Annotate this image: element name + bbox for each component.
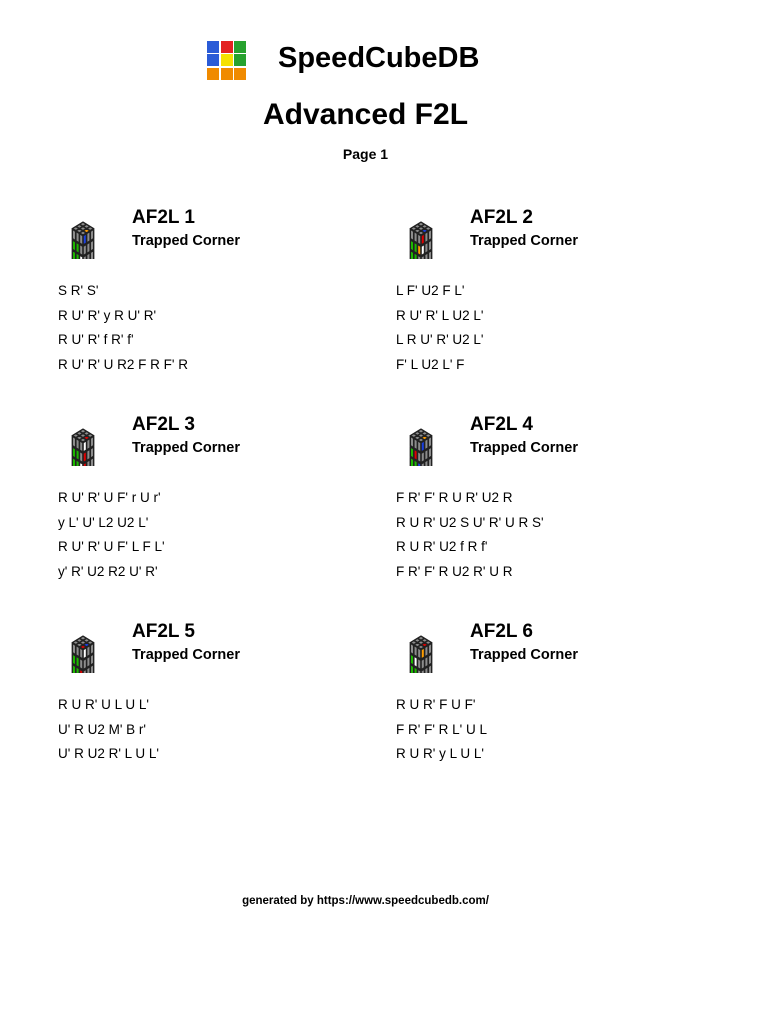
algorithm-list <box>58 486 165 585</box>
cube-sticker <box>428 437 431 448</box>
cube-sticker <box>80 452 83 463</box>
cube-sticker <box>83 452 86 463</box>
logo-square <box>234 68 246 80</box>
case-name: AF2L 4 <box>470 414 534 435</box>
page-number: Page 1 <box>342 146 389 162</box>
algorithm-list <box>396 486 544 585</box>
algorithm: S R' S' <box>58 283 99 298</box>
cube-sticker <box>425 449 428 460</box>
case-name: AF2L 3 <box>132 414 196 435</box>
cube-sticker <box>421 441 424 452</box>
cube-sticker <box>421 245 424 256</box>
case-category: Trapped Corner <box>470 233 578 249</box>
cube-sticker <box>414 449 417 460</box>
cube-sticker <box>90 437 93 448</box>
cube-diagram-icon <box>58 207 108 259</box>
logo-square <box>207 41 219 53</box>
case-name: AF2L 2 <box>470 207 534 228</box>
cube-sticker <box>418 245 421 256</box>
cube-diagram-icon <box>396 621 446 673</box>
algorithm-list <box>58 279 188 378</box>
algorithm: U' R U2 R' L U L' <box>58 746 160 762</box>
algorithm: R U' R' U F' L F L' <box>58 539 165 555</box>
cube-sticker <box>87 449 90 460</box>
cube-sticker <box>76 242 79 253</box>
cube-sticker <box>72 458 75 466</box>
cube-sticker <box>428 654 431 665</box>
case-name: AF2L 1 <box>132 207 196 228</box>
case-category: Trapped Corner <box>470 647 578 663</box>
cube-sticker <box>83 245 86 256</box>
cube-diagram-icon <box>58 414 108 466</box>
cube-sticker <box>421 659 424 670</box>
cube-sticker <box>410 665 413 673</box>
algorithm: F' L U2 L' F <box>396 357 465 373</box>
cube-sticker <box>410 644 413 655</box>
cube-sticker <box>83 659 86 670</box>
cube-diagram-icon <box>396 414 446 466</box>
cube-sticker <box>410 230 413 241</box>
cube-sticker <box>83 648 86 659</box>
cube-sticker <box>90 447 93 458</box>
cube-sticker <box>425 232 428 243</box>
footer-credit: generated by https://www.speedcubedb.com/ <box>242 895 489 907</box>
algorithm: U' R U2 M' B r' <box>58 721 146 737</box>
algorithm: F R' F' R U R' U2 R <box>396 490 513 505</box>
cube-sticker <box>410 447 413 458</box>
cube-sticker <box>83 441 86 452</box>
cube-sticker <box>80 648 83 659</box>
algorithm: F R' F' R L' U L <box>396 721 487 737</box>
logo-square <box>234 41 246 53</box>
brand-name: SpeedCubeDB <box>278 42 480 74</box>
cube-sticker <box>76 656 79 667</box>
algorithm: R U' R' U R2 F R F' R <box>58 357 188 373</box>
cube-sticker <box>421 452 424 463</box>
cube-sticker <box>428 230 431 241</box>
cube-sticker <box>90 644 93 655</box>
cube-sticker <box>418 234 421 245</box>
algorithm: R U R' F U F' <box>396 697 476 712</box>
cube-sticker <box>410 240 413 251</box>
cube-sticker <box>425 656 428 667</box>
algorithm: y' R' U2 R2 U' R' <box>58 564 158 580</box>
case-category: Trapped Corner <box>470 440 578 456</box>
cube-sticker <box>90 240 93 251</box>
cube-diagram-icon <box>58 621 108 673</box>
algorithm: R U R' U2 S U' R' U R S' <box>396 514 544 530</box>
cube-sticker <box>72 654 75 665</box>
cube-sticker <box>90 654 93 665</box>
case-category: Trapped Corner <box>132 233 240 249</box>
cube-sticker <box>410 251 413 259</box>
cube-sticker <box>72 230 75 241</box>
algorithm-list <box>396 279 484 378</box>
algorithm: R U R' y L U L' <box>396 746 484 762</box>
cube-sticker <box>425 646 428 657</box>
algorithm-list <box>58 693 159 767</box>
algorithm: R U' R' y R U' R' <box>58 307 157 323</box>
case-category: Trapped Corner <box>132 440 240 456</box>
case-category: Trapped Corner <box>132 647 240 663</box>
cube-sticker <box>72 251 75 259</box>
logo-square <box>221 54 233 66</box>
cube-sticker <box>418 452 421 463</box>
algorithm: R U' R' L U2 L' <box>396 307 484 323</box>
cube-sticker <box>418 441 421 452</box>
cube-sticker <box>72 240 75 251</box>
cube-sticker <box>90 251 93 259</box>
cube-sticker <box>428 458 431 466</box>
case-name: AF2L 6 <box>470 621 534 642</box>
cube-sticker <box>428 644 431 655</box>
cube-sticker <box>80 659 83 670</box>
cube-sticker <box>428 240 431 251</box>
cube-sticker <box>72 447 75 458</box>
cube-sticker <box>76 232 79 243</box>
cube-sticker <box>414 439 417 450</box>
cube-sticker <box>414 232 417 243</box>
cube-sticker <box>425 439 428 450</box>
logo-square <box>221 41 233 53</box>
cube-sticker <box>80 245 83 256</box>
cube-sticker <box>418 648 421 659</box>
cube-sticker <box>83 234 86 245</box>
algorithm: R U' R' f R' f' <box>58 332 134 348</box>
cube-sticker <box>90 230 93 241</box>
logo-square <box>221 68 233 80</box>
cube-sticker <box>421 234 424 245</box>
cube-sticker <box>76 439 79 450</box>
cube-sticker <box>425 242 428 253</box>
cube-sticker <box>76 646 79 657</box>
cube-diagram-icon <box>396 207 446 259</box>
logo-square <box>207 54 219 66</box>
algorithm: R U R' U L U L' <box>58 697 149 712</box>
cube-sticker <box>414 656 417 667</box>
cube-sticker <box>76 449 79 460</box>
cube-sticker <box>87 646 90 657</box>
speedcubedb-logo-icon <box>207 41 246 80</box>
algorithm: R U R' U2 f R f' <box>396 539 488 555</box>
algorithm: L R U' R' U2 L' <box>396 332 484 348</box>
cube-sticker <box>428 447 431 458</box>
logo-square <box>234 54 246 66</box>
algorithm: y L' U' L2 U2 L' <box>58 514 149 530</box>
cube-sticker <box>80 441 83 452</box>
cube-sticker <box>87 232 90 243</box>
cube-sticker <box>90 665 93 673</box>
cube-sticker <box>421 648 424 659</box>
cube-sticker <box>87 242 90 253</box>
cube-sticker <box>72 644 75 655</box>
logo-square <box>207 68 219 80</box>
algorithm: L F' U2 F L' <box>396 283 465 298</box>
cube-sticker <box>428 665 431 673</box>
algorithm: R U' R' U F' r U r' <box>58 490 161 505</box>
algorithm-list <box>396 693 487 767</box>
cube-sticker <box>414 242 417 253</box>
cube-sticker <box>87 439 90 450</box>
cube-sticker <box>72 437 75 448</box>
cube-sticker <box>418 659 421 670</box>
cube-sticker <box>414 646 417 657</box>
cube-sticker <box>428 251 431 259</box>
case-name: AF2L 5 <box>132 621 196 642</box>
cube-sticker <box>410 437 413 448</box>
cube-sticker <box>87 656 90 667</box>
cube-sticker <box>90 458 93 466</box>
brand-header <box>207 40 480 80</box>
cube-sticker <box>410 458 413 466</box>
page-title: Advanced F2L <box>262 98 469 131</box>
cube-sticker <box>410 654 413 665</box>
algorithm: F R' F' R U2 R' U R <box>396 564 513 580</box>
cube-sticker <box>72 665 75 673</box>
cube-sticker <box>80 234 83 245</box>
